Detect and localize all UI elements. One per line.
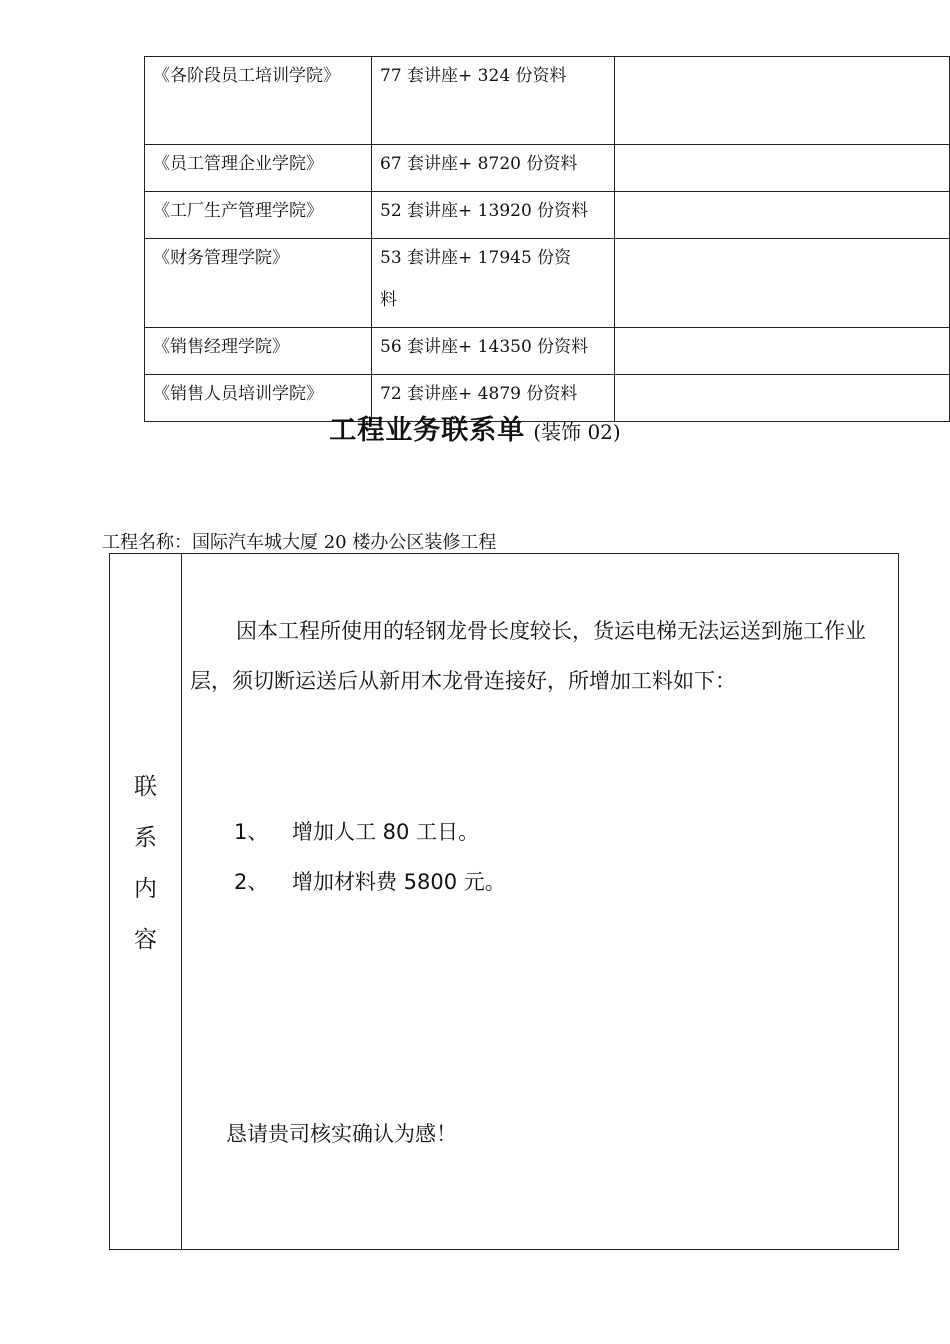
course-content-cell [372,145,615,192]
contact-form-box [109,553,899,1250]
course-content-cell [372,328,615,375]
course-content: 77 套讲座+ 324 份资料 [380,66,567,86]
course-name: 《员工管理企业学院》 [153,154,323,174]
course-name: 《销售经理学院》 [153,337,289,357]
course-content: 53 套讲座+ 17945 份资料 [380,248,572,310]
course-name-cell [145,145,372,192]
course-content: 72 套讲座+ 4879 份资料 [380,384,578,404]
course-name: 《财务管理学院》 [153,248,289,268]
table-row [145,328,950,375]
course-name: 《各阶段员工培训学院》 [153,66,340,86]
course-content: 67 套讲座+ 8720 份资料 [380,154,578,174]
course-note-cell [615,145,950,192]
catalog-table [144,56,950,422]
course-content-cell [372,192,615,239]
intro-paragraph: 因本工程所使用的轻钢龙骨长度较长，货运电梯无法运送到施工作业层，须切断运送后从新用木龙骨连接好，所增加工料如下： [190,619,866,693]
item-number: 2、 [234,870,269,894]
contact-content-label [110,762,181,966]
list-item [234,867,506,897]
label-char: 内 [134,876,157,902]
title-main: 工程业务联系单 [329,415,526,446]
item-text: 增加人工 80 工日。 [292,820,480,844]
table-row [145,57,950,145]
course-note-cell [615,239,950,328]
table-row [145,192,950,239]
course-name: 《工厂生产管理学院》 [153,201,323,221]
course-name-cell [145,57,372,145]
label-char: 联 [134,774,157,800]
course-name: 《销售人员培训学院》 [153,384,323,404]
table-row [145,145,950,192]
course-name-cell [145,239,372,328]
course-note-cell [615,328,950,375]
table-row [145,239,950,328]
column-divider [181,554,182,1249]
contact-content [190,606,890,1146]
course-content: 52 套讲座+ 13920 份资料 [380,201,589,221]
closing-text: 恳请贵司核实确认为感！ [226,1122,457,1146]
title-subtitle: (装饰 02) [533,420,621,444]
course-note-cell [615,192,950,239]
item-text: 增加材料费 5800 元。 [292,870,506,894]
course-note-cell [615,57,950,145]
list-item [234,817,479,847]
course-content-cell [372,57,615,145]
course-name-cell [145,328,372,375]
course-name-cell [145,192,372,239]
course-content-cell [372,239,615,328]
label-char: 容 [134,927,157,953]
course-content: 56 套讲座+ 14350 份资料 [380,337,589,357]
project-name-line: 工程名称：国际汽车城大厦 20 楼办公区装修工程 [102,532,497,553]
label-char: 系 [134,825,157,851]
item-number: 1、 [234,820,269,844]
document-title [0,408,950,447]
